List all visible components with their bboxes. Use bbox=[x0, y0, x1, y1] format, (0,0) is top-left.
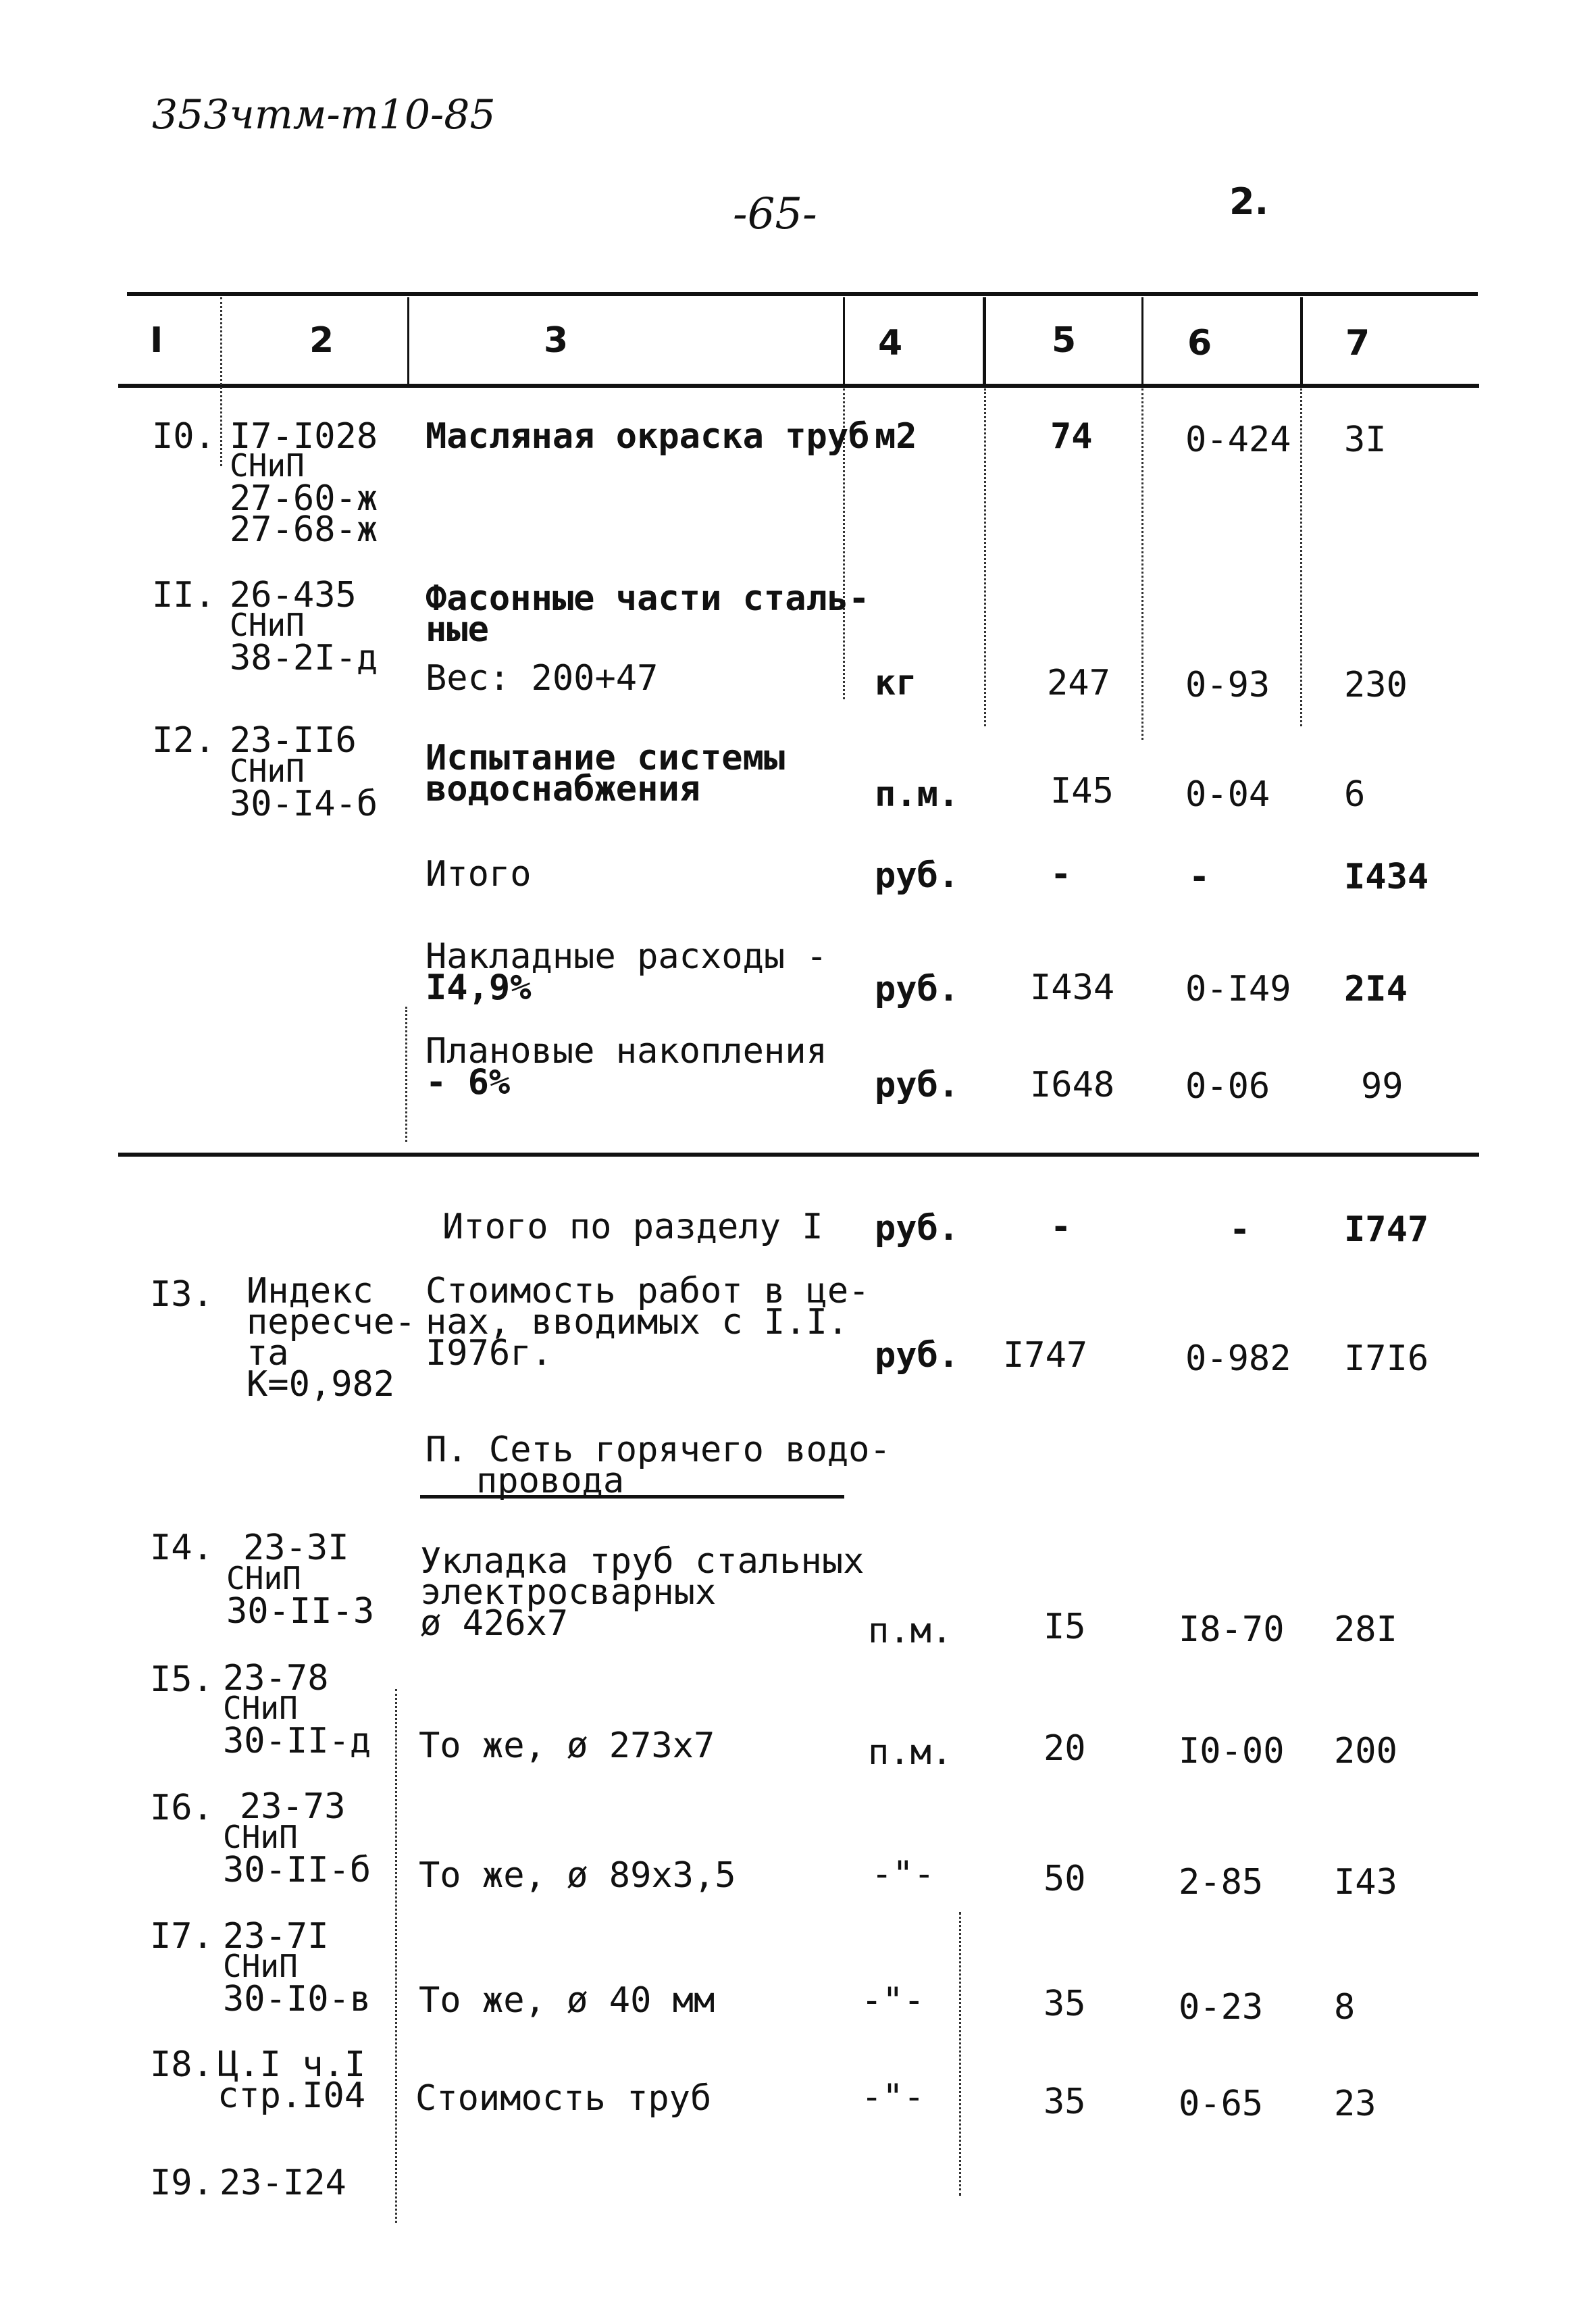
row-code-line: 30-II-б bbox=[223, 1850, 371, 1890]
row-quantity: 74 bbox=[1050, 416, 1093, 457]
row-description: Накладные расходы - bbox=[426, 936, 827, 977]
row-code-line: 27-68-ж bbox=[230, 509, 378, 550]
column-divider-3 bbox=[843, 297, 845, 384]
row-total: I434 bbox=[1344, 857, 1429, 897]
row-number: I2. bbox=[152, 720, 215, 761]
row-number: I6. bbox=[150, 1788, 213, 1828]
row-description: водоснабжения bbox=[426, 769, 700, 809]
row-code-line: СНиП bbox=[223, 1690, 298, 1726]
row-description: Укладка труб стальных bbox=[420, 1541, 865, 1582]
row-unit: п.м. bbox=[868, 1611, 953, 1651]
row-code-line: 30-I4-б bbox=[230, 784, 378, 824]
row-unit-price: 0-982 bbox=[1185, 1338, 1291, 1379]
row-unit-price: 0-93 bbox=[1185, 665, 1270, 705]
row-code-line: СНиП bbox=[223, 1948, 298, 1984]
row-code-line: 30-II-3 bbox=[226, 1591, 375, 1632]
row-unit-price: 0-23 bbox=[1179, 1987, 1264, 2028]
row-unit-price: 0-I49 bbox=[1185, 969, 1291, 1009]
row-code-line: 23-73 bbox=[240, 1786, 346, 1827]
row-total: 230 bbox=[1344, 665, 1408, 705]
row-description: То же, ø 40 мм bbox=[419, 1980, 715, 2021]
row-total: 6 bbox=[1344, 774, 1366, 815]
row-code-line: 30-II-д bbox=[223, 1721, 371, 1761]
row-description: Испытание системы bbox=[426, 738, 786, 778]
row-quantity: 50 bbox=[1044, 1859, 1086, 1899]
row-code-line: стр.I04 bbox=[217, 2076, 366, 2116]
row-code-line: 27-60-ж bbox=[230, 478, 378, 519]
row-total: 99 bbox=[1361, 1066, 1404, 1107]
row-quantity: 247 bbox=[1047, 663, 1110, 703]
row-unit-price: - bbox=[1229, 1209, 1251, 1250]
section-divider-rule bbox=[118, 1153, 1479, 1157]
row-description: ø 426х7 bbox=[420, 1603, 569, 1644]
row-quantity: I434 bbox=[1030, 967, 1115, 1008]
row-description: Масляная окраска труб bbox=[426, 416, 870, 457]
row-unit-price: I0-00 bbox=[1179, 1731, 1285, 1771]
row-unit-price: I8-70 bbox=[1179, 1609, 1285, 1650]
row-code-line: СНиП bbox=[230, 753, 305, 789]
subsection-heading: П. Сеть горячего водо- bbox=[426, 1430, 891, 1470]
row-code-line: СНиП bbox=[230, 447, 305, 484]
row-number: I4. bbox=[150, 1528, 213, 1568]
row-description: Стоимость труб bbox=[415, 2078, 712, 2119]
row-unit-price: 0-65 bbox=[1179, 2084, 1264, 2124]
row-description: То же, ø 89х3,5 bbox=[419, 1855, 736, 1896]
row-quantity: 20 bbox=[1044, 1728, 1086, 1769]
column-header-4: 4 bbox=[878, 323, 903, 363]
row-unit: м2 bbox=[875, 416, 917, 457]
row-total: 28I bbox=[1334, 1609, 1397, 1650]
row-unit-price: 0-04 bbox=[1185, 774, 1270, 815]
row-code-line: 26-435 bbox=[230, 575, 357, 615]
column-divider-4 bbox=[983, 297, 986, 384]
row-quantity: - bbox=[1050, 854, 1072, 895]
row-description: электросварных bbox=[420, 1572, 717, 1613]
row-total: I43 bbox=[1334, 1862, 1397, 1903]
row-description: I976г. bbox=[426, 1333, 552, 1374]
row-description: Плановые накопления bbox=[426, 1031, 827, 1072]
row-code-line: Ц.I ч.I bbox=[217, 2044, 366, 2085]
row-total: 8 bbox=[1334, 1987, 1356, 2028]
row-number: I7. bbox=[150, 1916, 213, 1957]
sheet-number: 2. bbox=[1229, 180, 1269, 223]
row-unit: п.м. bbox=[868, 1732, 953, 1773]
header-bottom-rule bbox=[118, 384, 1479, 388]
row-description: I4,9% bbox=[426, 967, 532, 1008]
row-code-line: I7-I028 bbox=[230, 416, 378, 457]
row-unit-price: - bbox=[1189, 857, 1210, 897]
row-total: I747 bbox=[1344, 1209, 1429, 1250]
row-quantity: I5 bbox=[1044, 1607, 1086, 1647]
row-number: I8. bbox=[150, 2044, 213, 2085]
column-divider-5 bbox=[1141, 297, 1143, 384]
row-code-line: 30-I0-в bbox=[223, 1979, 371, 2019]
table-top-rule bbox=[127, 292, 1478, 296]
row-unit: -"- bbox=[861, 1980, 925, 2021]
row-unit: руб. bbox=[875, 855, 960, 896]
row-total: 23 bbox=[1334, 2084, 1376, 2124]
row-unit: -"- bbox=[861, 2077, 925, 2117]
row-unit: руб. bbox=[875, 1335, 960, 1376]
row-description: ные bbox=[426, 609, 489, 650]
row-code-line: СНиП bbox=[230, 607, 305, 643]
row-unit: руб. bbox=[875, 1065, 960, 1105]
row-code-line: СНиП bbox=[223, 1819, 298, 1855]
row-code-line: та bbox=[247, 1333, 289, 1374]
column-header-5: 5 bbox=[1052, 320, 1077, 361]
row-quantity: I648 bbox=[1030, 1065, 1115, 1105]
column-header-1: I bbox=[150, 320, 163, 361]
row-description: нах, вводимых с I.I. bbox=[426, 1302, 849, 1342]
column-divider-2-bottom bbox=[395, 1689, 397, 2223]
row-total: 2I4 bbox=[1344, 969, 1408, 1009]
column-divider-2 bbox=[407, 297, 409, 384]
row-number: I3. bbox=[150, 1274, 213, 1315]
row-code-line: 38-2I-д bbox=[230, 638, 378, 678]
row-number: II. bbox=[152, 575, 215, 615]
row-unit-price: 2-85 bbox=[1179, 1862, 1264, 1903]
row-number: I5. bbox=[150, 1659, 213, 1700]
row-code-line: 23-7I bbox=[223, 1916, 329, 1957]
row-total: 200 bbox=[1334, 1731, 1397, 1771]
row-description: Вес: 200+47 bbox=[426, 658, 659, 699]
row-code-line: пересче- bbox=[247, 1302, 416, 1342]
row-total: I7I6 bbox=[1344, 1338, 1429, 1379]
row-code-line: Индекс bbox=[247, 1271, 374, 1311]
row-quantity: - bbox=[1050, 1207, 1072, 1247]
column-header-3: 3 bbox=[544, 320, 569, 361]
column-divider-6 bbox=[1300, 297, 1303, 384]
row-quantity: 35 bbox=[1044, 1984, 1086, 2024]
column-divider-4-bottom bbox=[959, 1912, 961, 2196]
row-unit: кг bbox=[875, 663, 917, 703]
column-header-2: 2 bbox=[309, 320, 334, 361]
row-unit-price: 0-424 bbox=[1185, 420, 1291, 460]
row-unit: -"- bbox=[871, 1854, 935, 1894]
row-unit-price: 0-06 bbox=[1185, 1066, 1270, 1107]
row-code-line: СНиП bbox=[226, 1560, 301, 1596]
column-divider-1 bbox=[220, 297, 222, 466]
row-code-line: 23-78 bbox=[223, 1658, 329, 1699]
column-divider-6-body bbox=[1300, 388, 1302, 726]
row-unit: п.м. bbox=[875, 774, 960, 815]
row-code-line: 23-II6 bbox=[230, 720, 357, 761]
row-number: I0. bbox=[152, 416, 215, 457]
column-divider-4-body bbox=[984, 388, 986, 726]
row-quantity: I45 bbox=[1050, 771, 1114, 811]
column-divider-5-body bbox=[1141, 388, 1143, 740]
row-unit: руб. bbox=[875, 1208, 960, 1249]
row-description: Итого bbox=[426, 854, 532, 895]
page-number: -65- bbox=[733, 189, 817, 239]
row-code-line: 23-I24 bbox=[220, 2163, 346, 2203]
section-total-label: Итого по разделу I bbox=[442, 1207, 823, 1247]
row-number: I9. bbox=[150, 2163, 213, 2203]
column-divider-2-lower bbox=[405, 1007, 407, 1142]
handwritten-document-code: 353чтм-т10-85 bbox=[152, 91, 496, 139]
subsection-heading: провода bbox=[476, 1461, 625, 1501]
row-description: - 6% bbox=[426, 1062, 511, 1103]
row-total: 3I bbox=[1344, 420, 1387, 460]
row-quantity: 35 bbox=[1044, 2082, 1086, 2122]
row-unit: руб. bbox=[875, 969, 960, 1009]
row-description: То же, ø 273х7 bbox=[419, 1726, 715, 1766]
column-header-7: 7 bbox=[1345, 323, 1370, 363]
row-code-line: 23-3I bbox=[243, 1528, 349, 1568]
row-description: Стоимость работ в це- bbox=[426, 1271, 870, 1311]
row-description: Фасонные части сталь- bbox=[426, 578, 870, 619]
row-quantity: I747 bbox=[1003, 1335, 1088, 1376]
row-code-line: К=0,982 bbox=[247, 1364, 395, 1405]
column-header-6: 6 bbox=[1187, 323, 1212, 363]
